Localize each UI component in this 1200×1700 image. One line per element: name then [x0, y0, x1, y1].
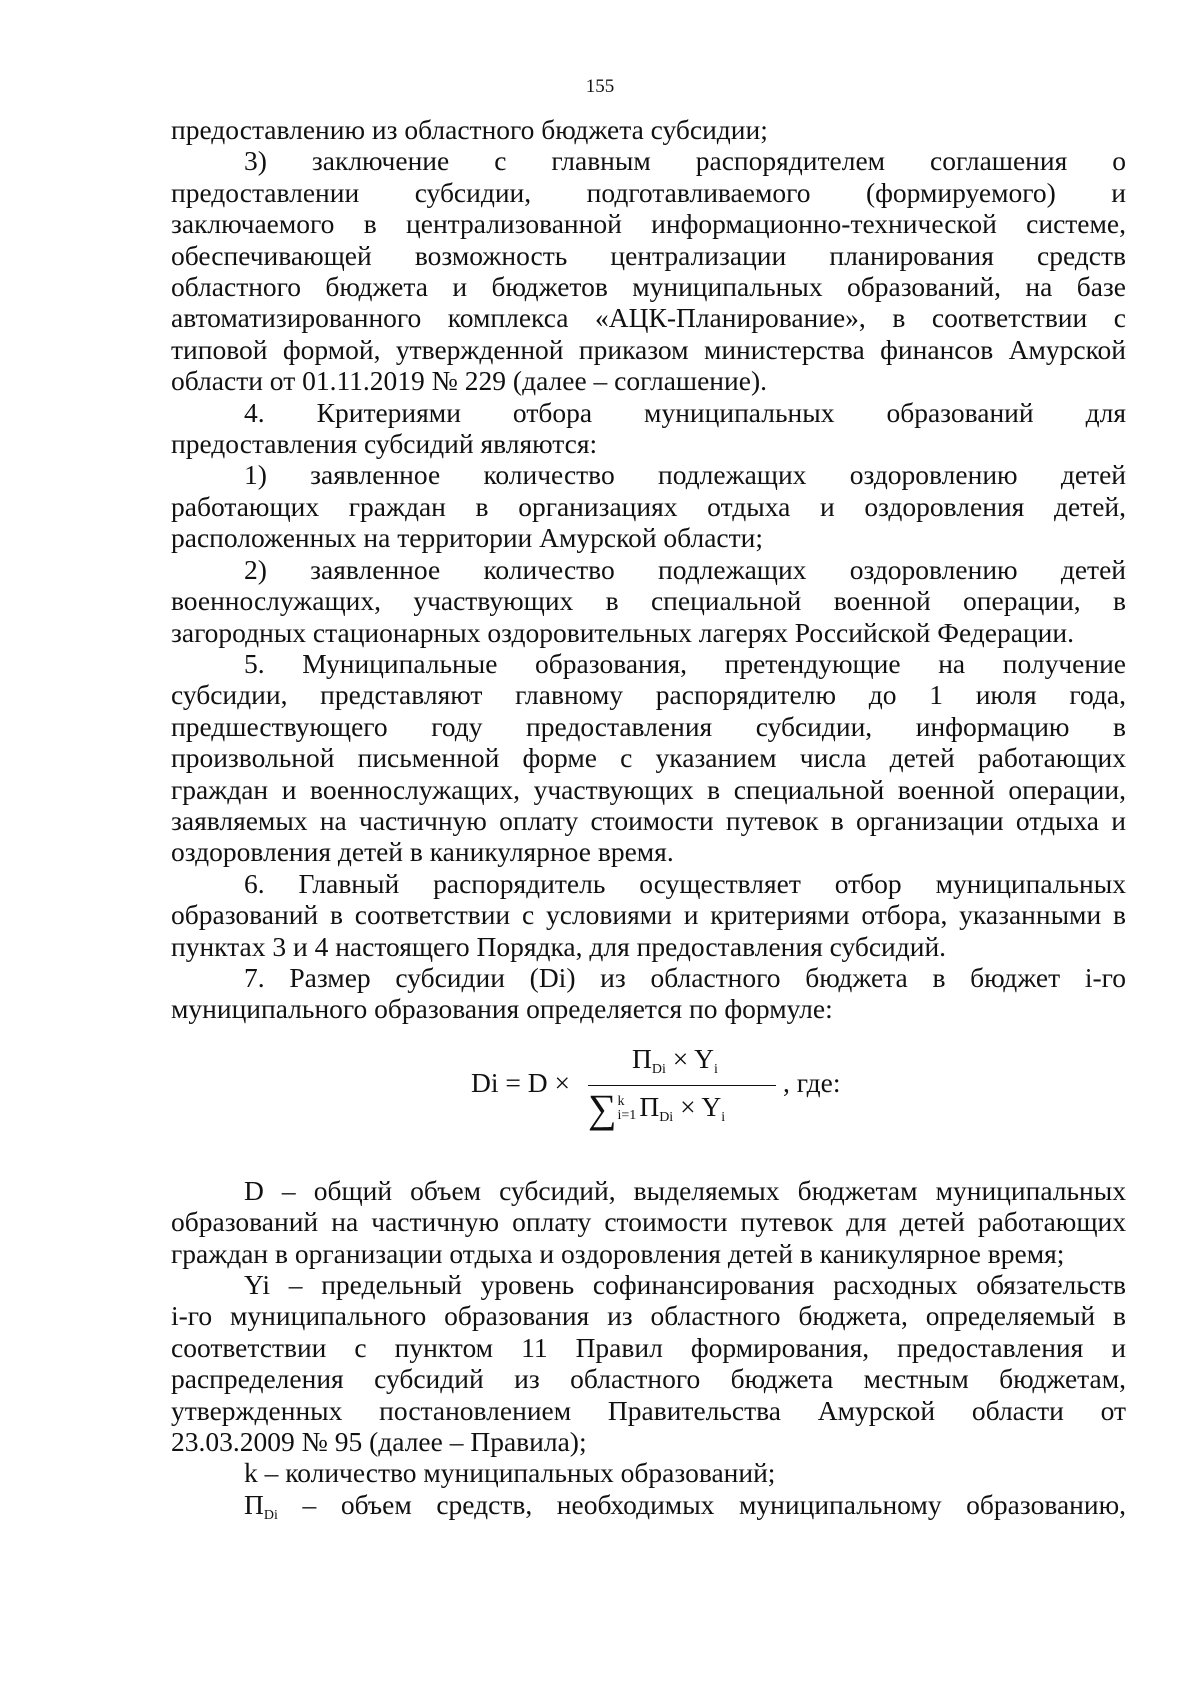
formula-numerator: $П_{Di} \times Y_i$	[632, 1042, 718, 1077]
text-line: $П_{Di}$ – объем средств, необходимых муниципальному образованию,	[244, 1488, 1126, 1523]
text-line: субсидии, представляют главному распорядителю до 1 июля года,	[171, 679, 1126, 711]
text-line: предоставлению из областного бюджета субсидии;	[171, 114, 768, 145]
text-line: области от 01.11.2019 № 229 (далее – соглашение).	[171, 365, 767, 397]
text-line: Yi – предельный уровень софинансирования расходных обязательств	[244, 1269, 1126, 1300]
sum-limits: k i=1	[617, 1094, 637, 1124]
text-line: расположенных на территории Амурской области;	[171, 522, 763, 554]
text-line: произвольной письменной форме с указанием числа детей работающих	[171, 742, 1126, 774]
text-line: 4. Критериями отбора муниципальных образований для	[244, 396, 1126, 428]
text-line: 23.03.2009 № 95 (далее – Правила);	[171, 1426, 587, 1458]
text-line: i-го муниципального образования из областного бюджета, определяемый в	[171, 1300, 1126, 1332]
text-line: соответствии с пунктом 11 Правил формирования, предоставления и	[171, 1331, 1126, 1363]
text-line: предоставления субсидий являются:	[171, 428, 598, 460]
text-line: военнослужащих, участвующих в специальной военной операции, в	[171, 585, 1126, 617]
text-line: распределения субсидий из областного бюджета местным бюджетам,	[171, 1363, 1126, 1395]
text-line: образований в соответствии с условиями и критериями отбора, указанными в	[171, 899, 1126, 931]
text-line: k – количество муниципальных образований;	[244, 1457, 776, 1489]
text-line: 6. Главный распорядитель осуществляет отбор муниципальных	[244, 867, 1126, 899]
text-line: 7. Размер субсидии (Di) из областного бюджета в бюджет i-го	[244, 961, 1126, 993]
text-line: граждан и военнослужащих, участвующих в специальной военной операции,	[171, 773, 1126, 805]
text-line: автоматизированного комплекса «АЦК-Планирование», в соответствии с	[171, 302, 1126, 334]
formula-lhs: Di = D ×	[471, 1066, 571, 1098]
text-line: оздоровления детей в каникулярное время.	[171, 836, 674, 868]
sum-symbol: ∑	[588, 1085, 617, 1131]
text-line: работающих граждан в организациях отдыха и оздоровления детей,	[171, 490, 1126, 522]
document-body	[171, 114, 1126, 1523]
text-line: типовой формой, утвержденной приказом министерства финансов Амурской	[171, 333, 1126, 365]
text-line: загородных стационарных оздоровительных лагерях Российской Федерации.	[171, 616, 1074, 648]
page-number: 155	[585, 76, 615, 97]
text-line: D – общий объем субсидий, выделяемых бюджетам муниципальных	[244, 1174, 1126, 1206]
text-line: муниципального образования определяется по формуле:	[171, 993, 833, 1025]
text-line: 5. Муниципальные образования, претендующие на получение	[244, 647, 1126, 679]
text-line: граждан в организации отдыха и оздоровления детей в каникулярное время;	[171, 1237, 1065, 1269]
text-line: предшествующего году предоставления субсидии, информацию в	[171, 710, 1126, 742]
text-line: обеспечивающей возможность централизации планирования средств	[171, 239, 1126, 271]
text-line: 2) заявленное количество подлежащих оздоровлению детей	[244, 553, 1126, 585]
text-line: 3) заключение с главным распорядителем соглашения о	[244, 145, 1126, 177]
text-line: образований на частичную оплату стоимости путевок для детей работающих	[171, 1206, 1126, 1238]
text-line: заключаемого в централизованной информационно-технической системе,	[171, 208, 1126, 240]
formula-tail: , где:	[783, 1066, 841, 1098]
formula-denominator: ∑ k i=1 $П_{Di} \times Y_i$	[588, 1085, 726, 1131]
text-line: областного бюджета и бюджетов муниципальных образований, на базе	[171, 271, 1126, 303]
formula-fraction	[588, 1037, 776, 1147]
text-line: пунктах 3 и 4 настоящего Порядка, для предоставления субсидий.	[171, 930, 947, 962]
text-line: утвержденных постановлением Правительства Амурской области от	[171, 1394, 1126, 1426]
text-line: 1) заявленное количество подлежащих оздоровлению детей	[244, 459, 1126, 491]
subsidy-formula	[171, 1037, 1126, 1157]
text-line: предоставлении субсидии, подготавливаемого (формируемого) и	[171, 176, 1126, 208]
text-line: заявляемых на частичную оплату стоимости путевок в организации отдыха и	[171, 804, 1126, 836]
